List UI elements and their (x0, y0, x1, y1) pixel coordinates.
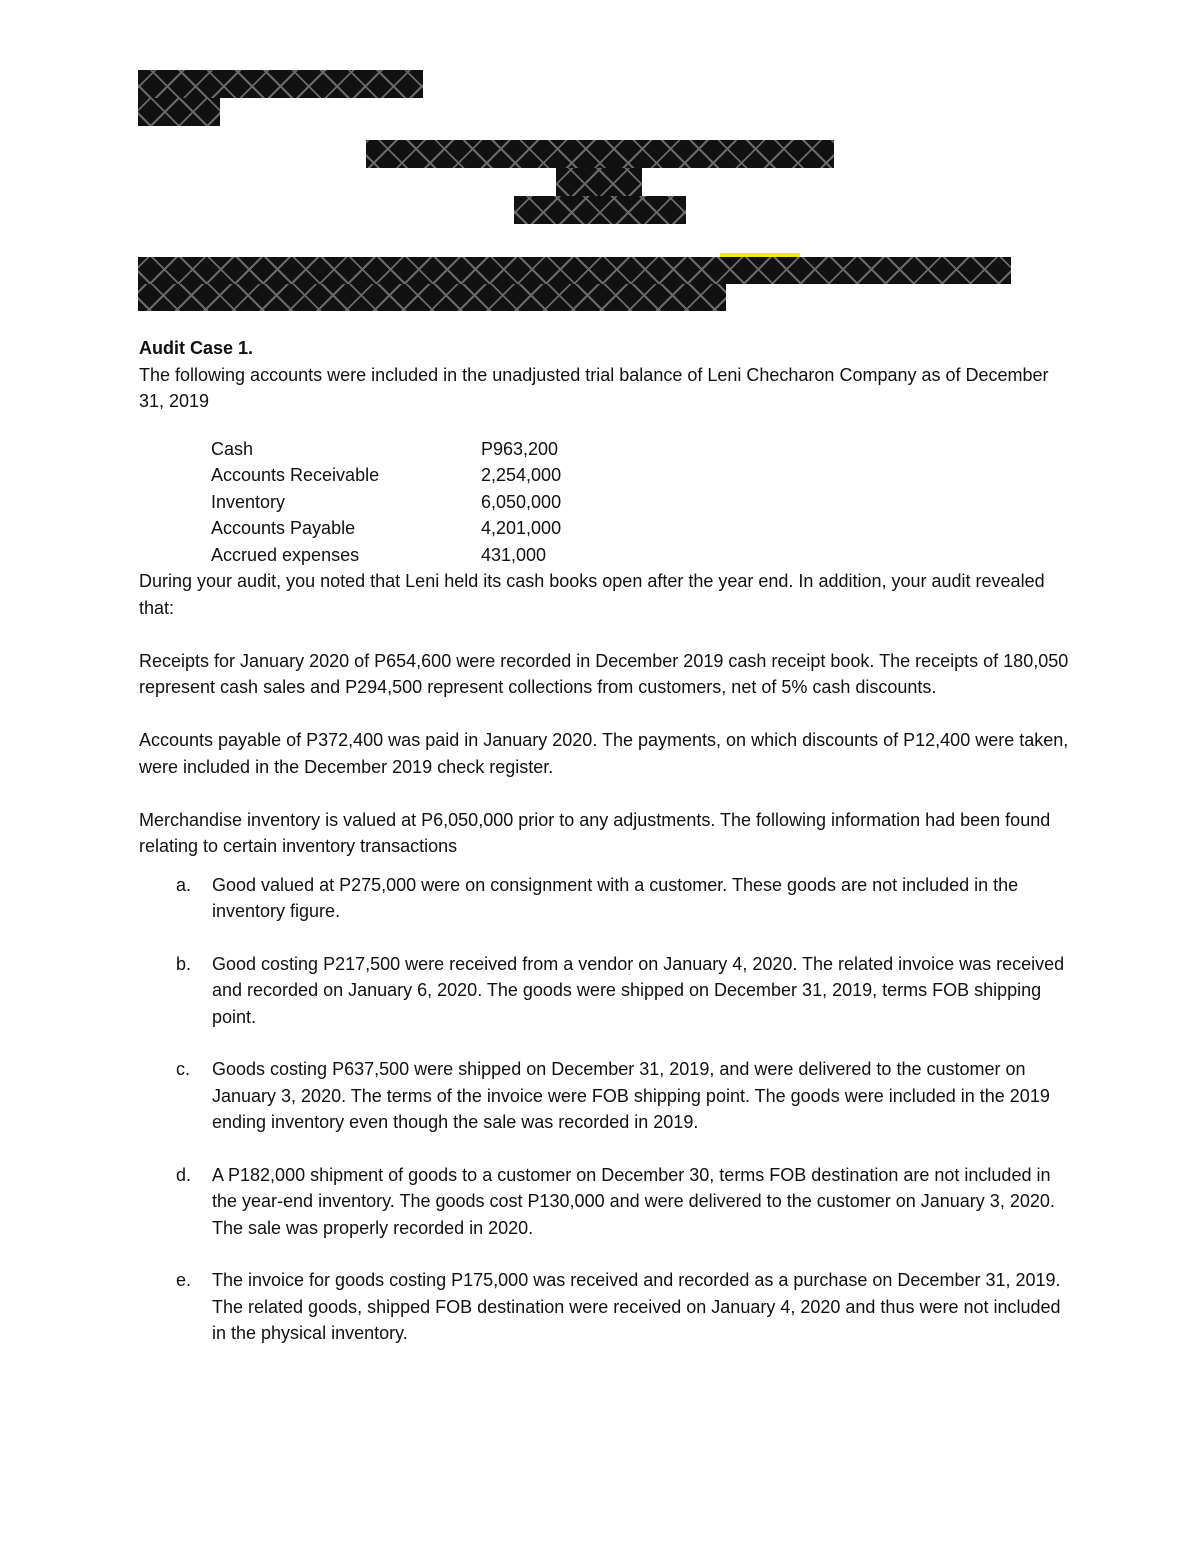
receipts-paragraph: Receipts for January 2020 of P654,600 were recorded in December 2019 cash receipt book. The receipts of 180,050 represent cash sales and P294,500 represent collections from customers, net of 5% cash discounts. (139, 650, 1069, 697)
intro-paragraph: The following accounts were included in the unadjusted trial balance of Leni Checharon Company as of December 31, 2019 (139, 364, 1049, 411)
account-name: Accounts Payable (211, 518, 356, 538)
redaction-block (138, 98, 220, 126)
document-body (139, 335, 1069, 1373)
account-amount: 6,050,000 (481, 491, 562, 512)
trial-balance-table (211, 436, 561, 569)
list-item (139, 1162, 1069, 1242)
account-name: Accounts Receivable (211, 465, 380, 485)
list-item-text: The invoice for goods costing P175,000 was received and recorded as a purchase on December 31, 2019. The related goods, shipped FOB destination were received on January 4, 2020 and thus were not included in the physical inventory. (212, 1270, 1061, 1343)
redaction-block (138, 70, 423, 98)
account-amount: 2,254,000 (481, 465, 562, 485)
redaction-block (514, 196, 686, 224)
list-item-text: Goods costing P637,500 were shipped on December 31, 2019, and were delivered to the customer on January 3, 2020. The terms of the invoice were FOB shipping point. The goods were included in the 2019 ending inventory even though the sale was recorded in 2019. (212, 1059, 1050, 1132)
inventory-transactions-list (139, 872, 1069, 1347)
redaction-block (366, 140, 834, 168)
list-item (139, 1056, 1069, 1136)
account-name: Accrued expenses (211, 544, 360, 565)
redaction-block (556, 168, 642, 196)
list-item (139, 951, 1069, 1031)
table-row (211, 489, 561, 516)
redaction-block (138, 284, 726, 311)
paragraph-spacer (139, 780, 1069, 807)
redaction-block (138, 257, 1011, 284)
table-row (211, 515, 561, 542)
list-marker: d. (176, 1164, 192, 1185)
account-name: Cash (211, 438, 254, 459)
account-amount: 431,000 (481, 544, 547, 565)
list-marker: e. (176, 1270, 192, 1290)
payables-paragraph: Accounts payable of P372,400 was paid in January 2020. The payments, on which discounts of P12,400 were taken, were included in the December 2019 check register. (139, 730, 1069, 777)
table-row (211, 462, 561, 489)
list-marker: a. (176, 874, 192, 895)
list-item (139, 872, 1069, 925)
paragraph-spacer (139, 701, 1069, 728)
table-row (211, 436, 561, 463)
list-item (139, 1267, 1069, 1347)
account-amount: P963,200 (481, 438, 559, 459)
paragraph-spacer (139, 621, 1069, 648)
list-marker: c. (176, 1059, 191, 1079)
table-row (211, 542, 561, 569)
audit-note-paragraph: During your audit, you noted that Leni held its cash books open after the year end. In addition, your audit revealed that: (139, 571, 1045, 618)
list-item-text: Good valued at P275,000 were on consignment with a customer. These goods are not included in the inventory figure. (212, 874, 1019, 921)
inventory-paragraph: Merchandise inventory is valued at P6,050,000 prior to any adjustments. The following information had been found relating to certain inventory transactions (139, 809, 1051, 856)
account-amount: 4,201,000 (481, 518, 562, 538)
list-item-text: A P182,000 shipment of goods to a customer on December 30, terms FOB destination are not included in the year-end inventory. The goods cost P130,000 and were delivered to the customer on January 3, 2020. The sale was properly recorded in 2020. (212, 1164, 1055, 1238)
list-item-text: Good costing P217,500 were received from a vendor on January 4, 2020. The related invoice was received and recorded on January 6, 2020. The goods were shipped on December 31, 2019, terms FOB shipping point. (212, 953, 1065, 1027)
case-title: Audit Case 1. (139, 338, 254, 358)
account-name: Inventory (211, 491, 286, 512)
list-marker: b. (176, 953, 192, 974)
